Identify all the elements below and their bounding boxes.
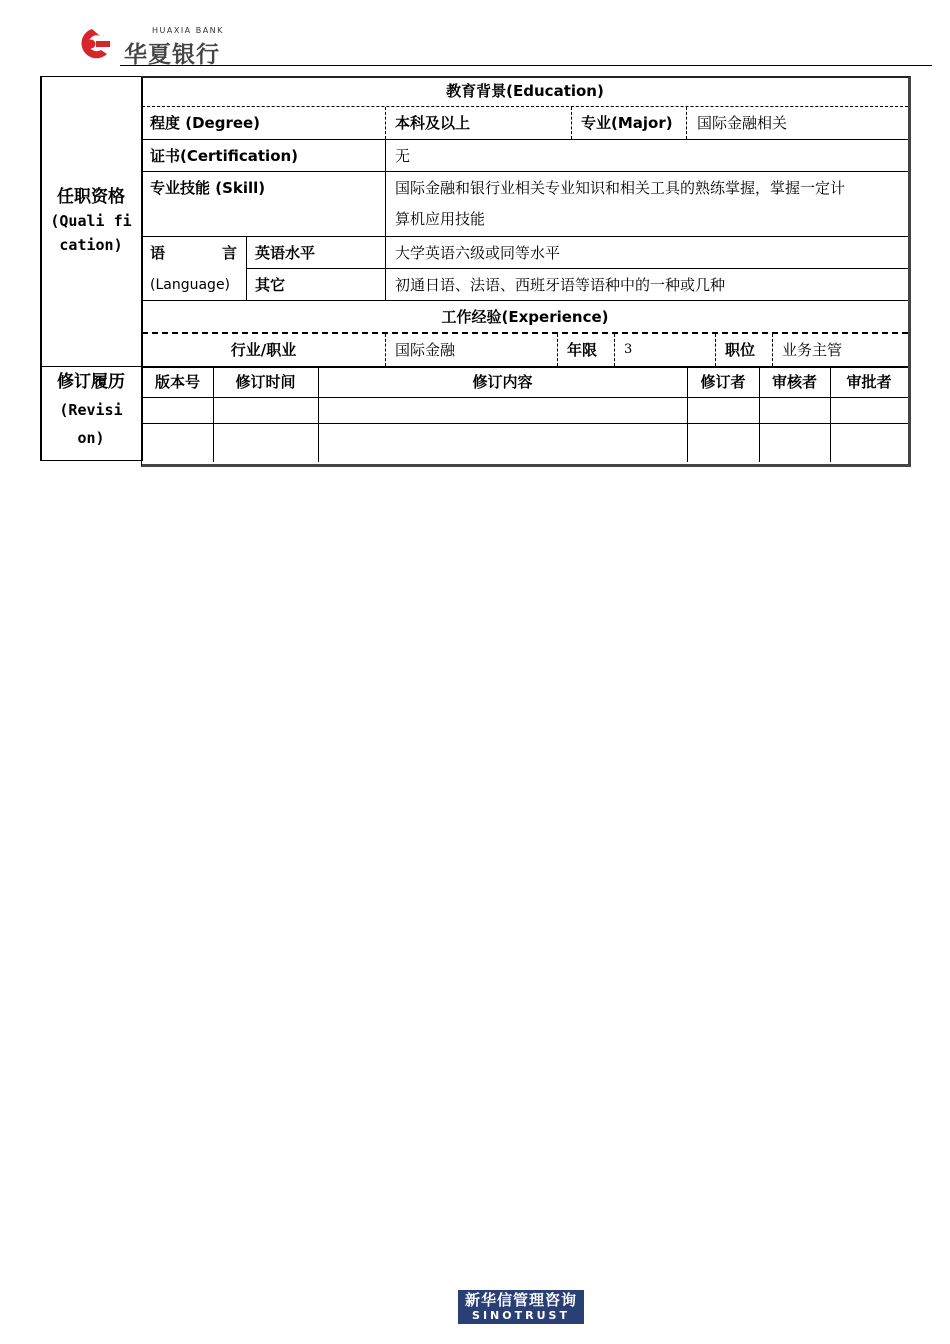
other-value: 初通日语、法语、西班牙语等语种中的一种或几种: [395, 276, 726, 294]
other-label: 其它: [255, 276, 286, 294]
logo-cn: 华夏银行: [124, 42, 220, 68]
footer-logo-cn: 新华信管理咨询: [464, 1291, 577, 1309]
experience-title: 工作经验(Experience): [441, 308, 609, 326]
rev-col-version: 版本号: [154, 373, 200, 391]
vline-lang: [246, 236, 247, 300]
skill-label: 专业技能 (Skill): [150, 179, 266, 197]
rev-col-reviewer: 审核者: [771, 373, 817, 391]
qualification-label-en-1: (Quali fi: [50, 212, 132, 230]
rev-col-time: 修订时间: [235, 373, 296, 391]
footer-logo-en: SINOTRUST: [472, 1309, 570, 1322]
vline-major-b: [686, 107, 687, 139]
english-label: 英语水平: [255, 244, 316, 262]
language-label-a: 语: [150, 244, 166, 262]
rev-col-reviser: 修订者: [700, 373, 746, 391]
main-table-frame: [141, 76, 911, 467]
cert-label: 证书(Certification): [150, 147, 299, 165]
rule-other: [142, 300, 908, 301]
rule-rev-1: [142, 397, 908, 398]
revision-label-en-1: (Revisi: [59, 401, 123, 419]
skill-value-line1: 国际金融和银行业相关专业知识和相关工具的熟练掌握，掌握一定计: [395, 179, 846, 197]
qualification-label-en-2: cation): [59, 236, 123, 254]
rev-col-content: 修订内容: [472, 373, 533, 391]
vline-value: [385, 139, 386, 300]
vline-years-a: [557, 334, 558, 366]
major-label: 专业(Major): [581, 114, 673, 132]
vline-degree: [385, 107, 386, 139]
industry-label: 行业/职业: [230, 341, 297, 359]
bank-logo-icon: [70, 26, 114, 62]
revision-label: [41, 370, 141, 450]
rule-edu: [142, 106, 908, 107]
english-value: 大学英语六级或同等水平: [395, 244, 561, 262]
rule-rev-head: [142, 366, 908, 368]
vline-pos-a: [715, 334, 716, 366]
revision-label-cn: 修订履历: [57, 372, 125, 392]
rule-rev-2: [142, 423, 908, 424]
degree-label: 程度 (Degree): [150, 114, 261, 132]
header-rule: [120, 65, 932, 66]
vline-pos-b: [772, 334, 773, 366]
rule-skill: [142, 236, 908, 237]
qualification-label: [41, 186, 141, 256]
language-label-b: 言: [222, 244, 238, 262]
bank-logo: [70, 24, 240, 68]
footer-logo: [458, 1290, 584, 1324]
years-value: 3: [624, 342, 633, 357]
industry-value: 国际金融: [395, 341, 456, 359]
position-label: 职位: [725, 341, 756, 359]
logo-en: HUAXIA BANK: [152, 26, 224, 35]
rule-degree: [142, 139, 908, 140]
revision-label-en-2: on): [77, 429, 105, 447]
cert-value: 无: [395, 147, 411, 165]
qualification-label-cn: 任职资格: [57, 187, 125, 207]
years-label: 年限: [567, 341, 598, 359]
language-label-en: (Language): [150, 277, 231, 293]
left-column-divider: [40, 366, 142, 367]
education-title: 教育背景(Education): [446, 82, 604, 100]
rule-english: [247, 268, 908, 269]
rev-col-approver: 审批者: [846, 373, 892, 391]
rule-exp: [142, 332, 908, 334]
skill-value-line2: 算机应用技能: [395, 210, 486, 228]
vline-ind: [385, 334, 386, 366]
vline-major-a: [571, 107, 572, 139]
position-value: 业务主管: [782, 341, 843, 359]
vline-years-b: [614, 334, 615, 366]
degree-value: 本科及以上: [395, 114, 471, 132]
rule-cert: [142, 171, 908, 172]
major-value: 国际金融相关: [697, 114, 788, 132]
